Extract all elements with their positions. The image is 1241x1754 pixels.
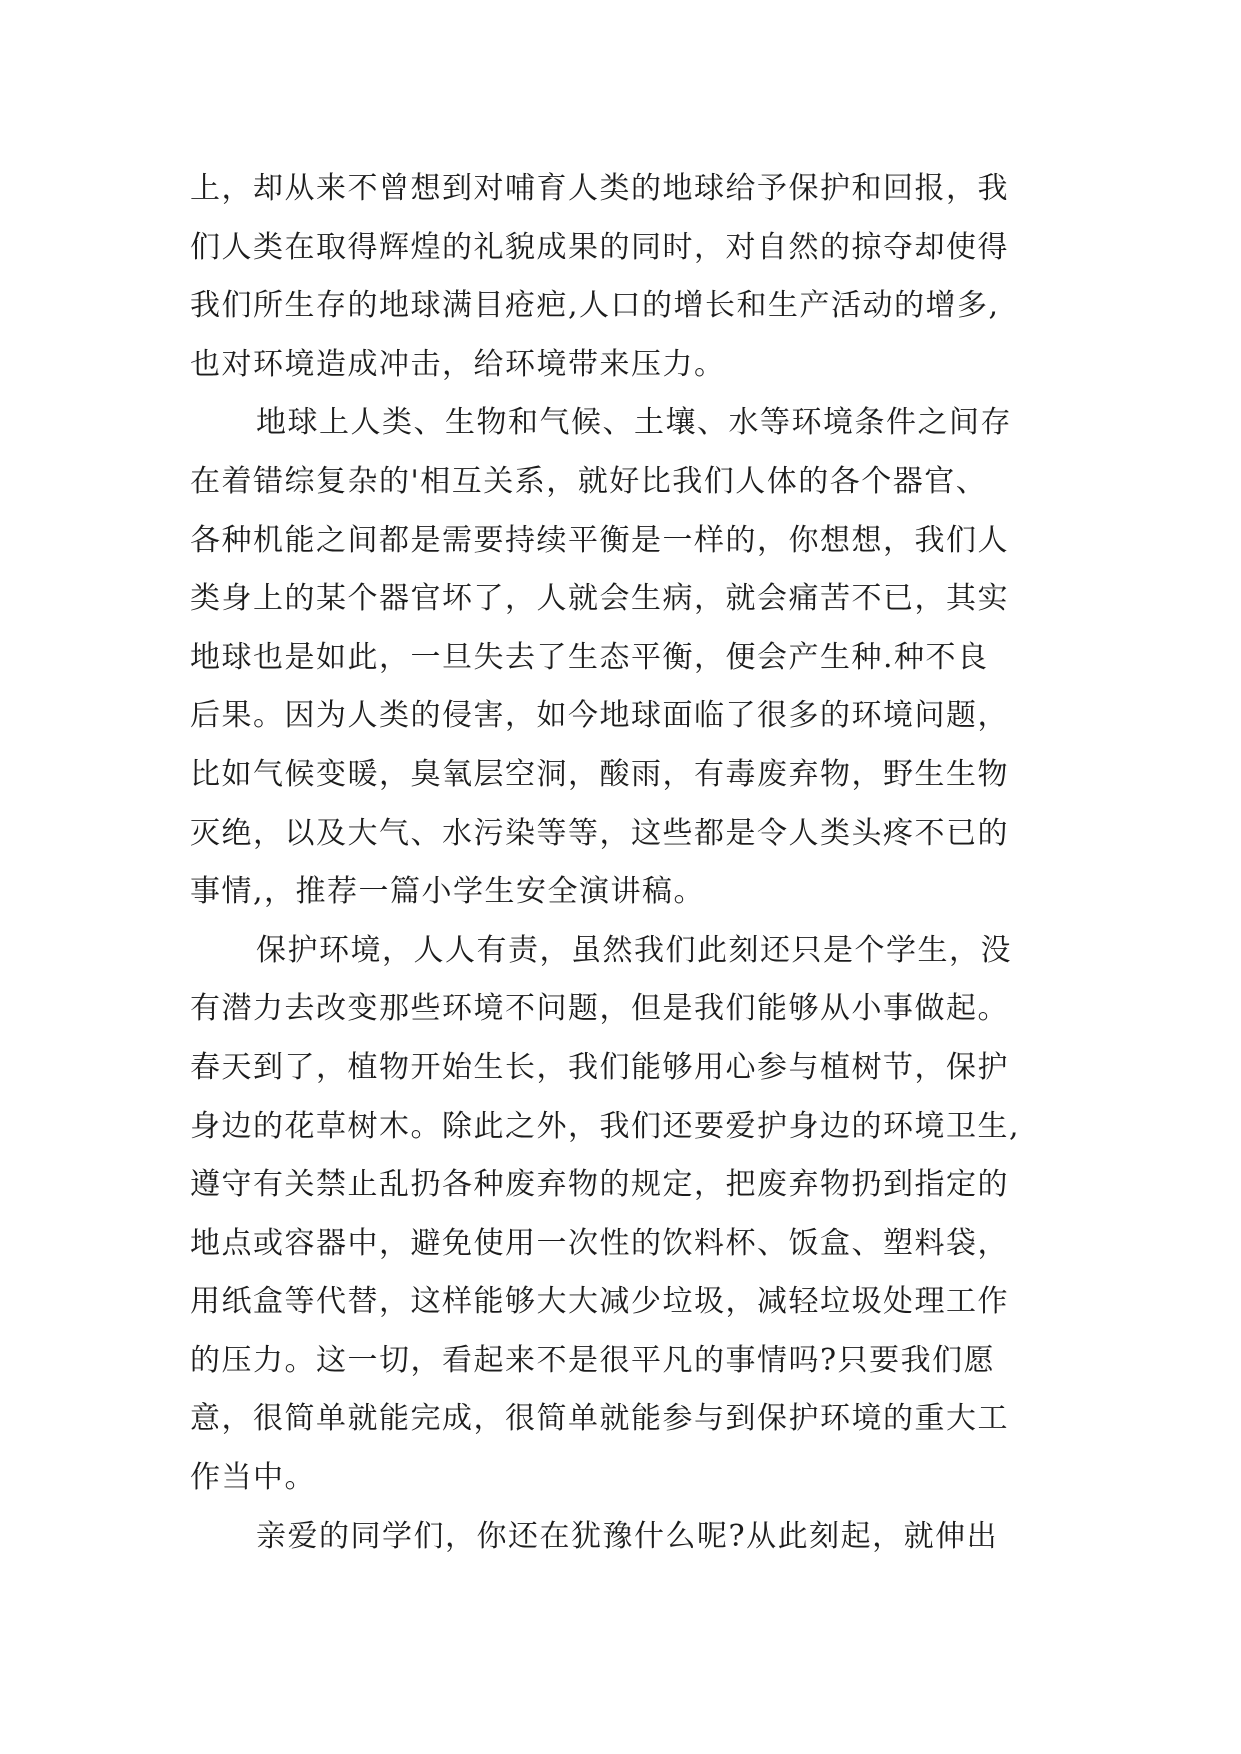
text-line: 也对环境造成冲击，给环境带来压力。 <box>190 346 726 382</box>
text-line: 作当中。 <box>190 1460 316 1496</box>
text-line: 事情,，推荐一篇小学生安全演讲稿。 <box>190 874 706 910</box>
text-line: 上，却从来不曾想到对哺育人类的地球给予保护和回报，我 <box>190 171 1009 206</box>
text-line: 地球也是如此，一旦失去了生态平衡，便会产生种.种不良 <box>190 639 989 675</box>
text-line: 春天到了，植物开始生长，我们能够用心参与植树节，保护 <box>190 1049 1009 1085</box>
text-line: 后果。因为人类的侵害，如今地球面临了很多的环境问题， <box>190 698 1009 734</box>
text-line: 在着错综复杂的'相互关系，就好比我们人体的各个器官、 <box>190 463 988 499</box>
text-line: 各种机能之间都是需要持续平衡是一样的，你想想，我们人 <box>190 522 1009 558</box>
text-line: 地球上人类、生物和气候、土壤、水等环境条件之间存 <box>256 405 1012 441</box>
text-line: 灭绝，以及大气、水污染等等，这些都是令人类头疼不已的 <box>190 815 1009 851</box>
text-line: 亲爱的同学们，你还在犹豫什么呢?从此刻起，就伸出 <box>256 1518 999 1554</box>
text-line: 的压力。这一切，看起来不是很平凡的事情吗?只要我们愿 <box>190 1342 996 1378</box>
text-line: 有潜力去改变那些环境不问题，但是我们能够从小事做起。 <box>190 991 1009 1027</box>
text-line: 地点或容器中，避免使用一次性的饮料杯、饭盒、塑料袋， <box>190 1225 1009 1261</box>
text-line: 比如气候变暖，臭氧层空洞，酸雨，有毒废弃物，野生生物 <box>190 756 1009 792</box>
text-line: 们人类在取得辉煌的礼貌成果的同时，对自然的掠夺却使得 <box>190 229 1009 265</box>
text-line: 类身上的某个器官坏了，人就会生病，就会痛苦不已，其实 <box>190 581 1009 617</box>
document-body <box>190 160 1090 1566</box>
text-line: 身边的花草树木。除此之外，我们还要爱护身边的环境卫生, <box>190 1108 1021 1144</box>
text-line: 用纸盒等代替，这样能够大大减少垃圾，减轻垃圾处理工作 <box>190 1284 1009 1320</box>
text-line: 我们所生存的地球满目疮疤,人口的增长和生产活动的增多, <box>190 288 1000 324</box>
text-line: 意，很简单就能完成，很简单就能参与到保护环境的重大工 <box>190 1401 1009 1437</box>
text-line: 遵守有关禁止乱扔各种废弃物的规定，把废弃物扔到指定的 <box>190 1167 1009 1203</box>
text-line: 保护环境，人人有责，虽然我们此刻还只是个学生，没 <box>256 932 1012 968</box>
